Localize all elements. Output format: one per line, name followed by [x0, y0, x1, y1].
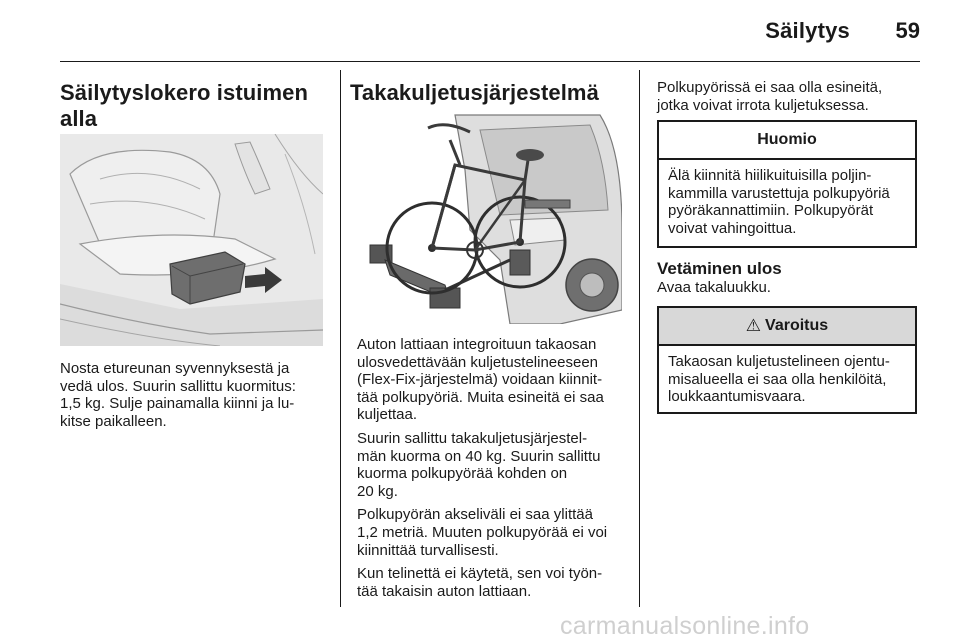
pulling-out-text [657, 279, 919, 303]
seat-storage-paragraph: Nosta etureunan syvennyksestä ja vedä ulos. Suurin sallittu kuormitus: 1,5 kg. Sulje painamalla kiinni ja lu- kitse paikalleen. [60, 360, 296, 430]
subheading-pulling-out: Vetäminen ulos [657, 259, 782, 278]
seat-storage-illustration [60, 134, 323, 346]
warning-header [659, 308, 915, 346]
bike-carrier-illustration [360, 110, 622, 324]
rear-carrier-paragraph-3: Polkupyörän akseliväli ei saa ylittää 1,2 metriä. Muuten polkupyörää ei voi kiinnittää turvallisesti. [357, 506, 608, 559]
warning-box [657, 306, 917, 414]
seat-storage-text [60, 360, 330, 436]
notice-box [657, 120, 917, 248]
column-divider-2 [639, 70, 640, 607]
rear-carrier-paragraph-4: Kun telinettä ei käytetä, sen voi työn- tää takaisin auton lattiaan. [357, 565, 603, 600]
rear-carrier-text [357, 336, 632, 606]
bike-intro-text [657, 79, 919, 120]
rear-carrier-paragraph-2: Suurin sallittu takakuljetusjärjestel- män kuorma on 40 kg. Suurin sallittu kuorma polkupyörää kohden on 20 kg. [357, 429, 601, 500]
notice-title: Huomio [659, 122, 915, 160]
warning-body: Takaosan kuljetustelineen ojentu- misalueella ei saa olla henkilöitä, loukkaantumisvaara. [668, 353, 890, 406]
watermark: carmanualsonline.info [560, 612, 810, 640]
page-header-title: Säilytys [765, 18, 850, 43]
bike-intro-paragraph: Polkupyörissä ei saa olla esineitä, jotka voivat irrota kuljetuksessa. [657, 79, 883, 114]
warning-triangle-icon: ⚠ [745, 316, 762, 336]
column-divider-1 [340, 70, 341, 607]
notice-body: Älä kiinnitä hiilikuituisilla poljin- kammilla varustettuja polkupyöriä pyöräkannattimiin. Polkupyörät voivat vahingoittua. [668, 167, 890, 237]
header-divider [60, 61, 920, 62]
section-heading-seat-storage: Säilytyslokero istuimen alla [60, 80, 309, 131]
page-number: 59 [895, 18, 920, 43]
rear-carrier-paragraph-1: Auton lattiaan integroituun takaosan ulosvedettävään kuljetustelineeseen (Flex-Fix-järjestelmä) voidaan kiinnit- tää polkupyöriä. Muita esineitä ei saa kuljettaa. [357, 336, 604, 424]
section-heading-rear-carrier: Takakuljetusjärjestelmä [350, 80, 599, 105]
pulling-out-paragraph: Avaa takaluukku. [657, 279, 771, 296]
warning-title: Varoitus [765, 317, 829, 334]
